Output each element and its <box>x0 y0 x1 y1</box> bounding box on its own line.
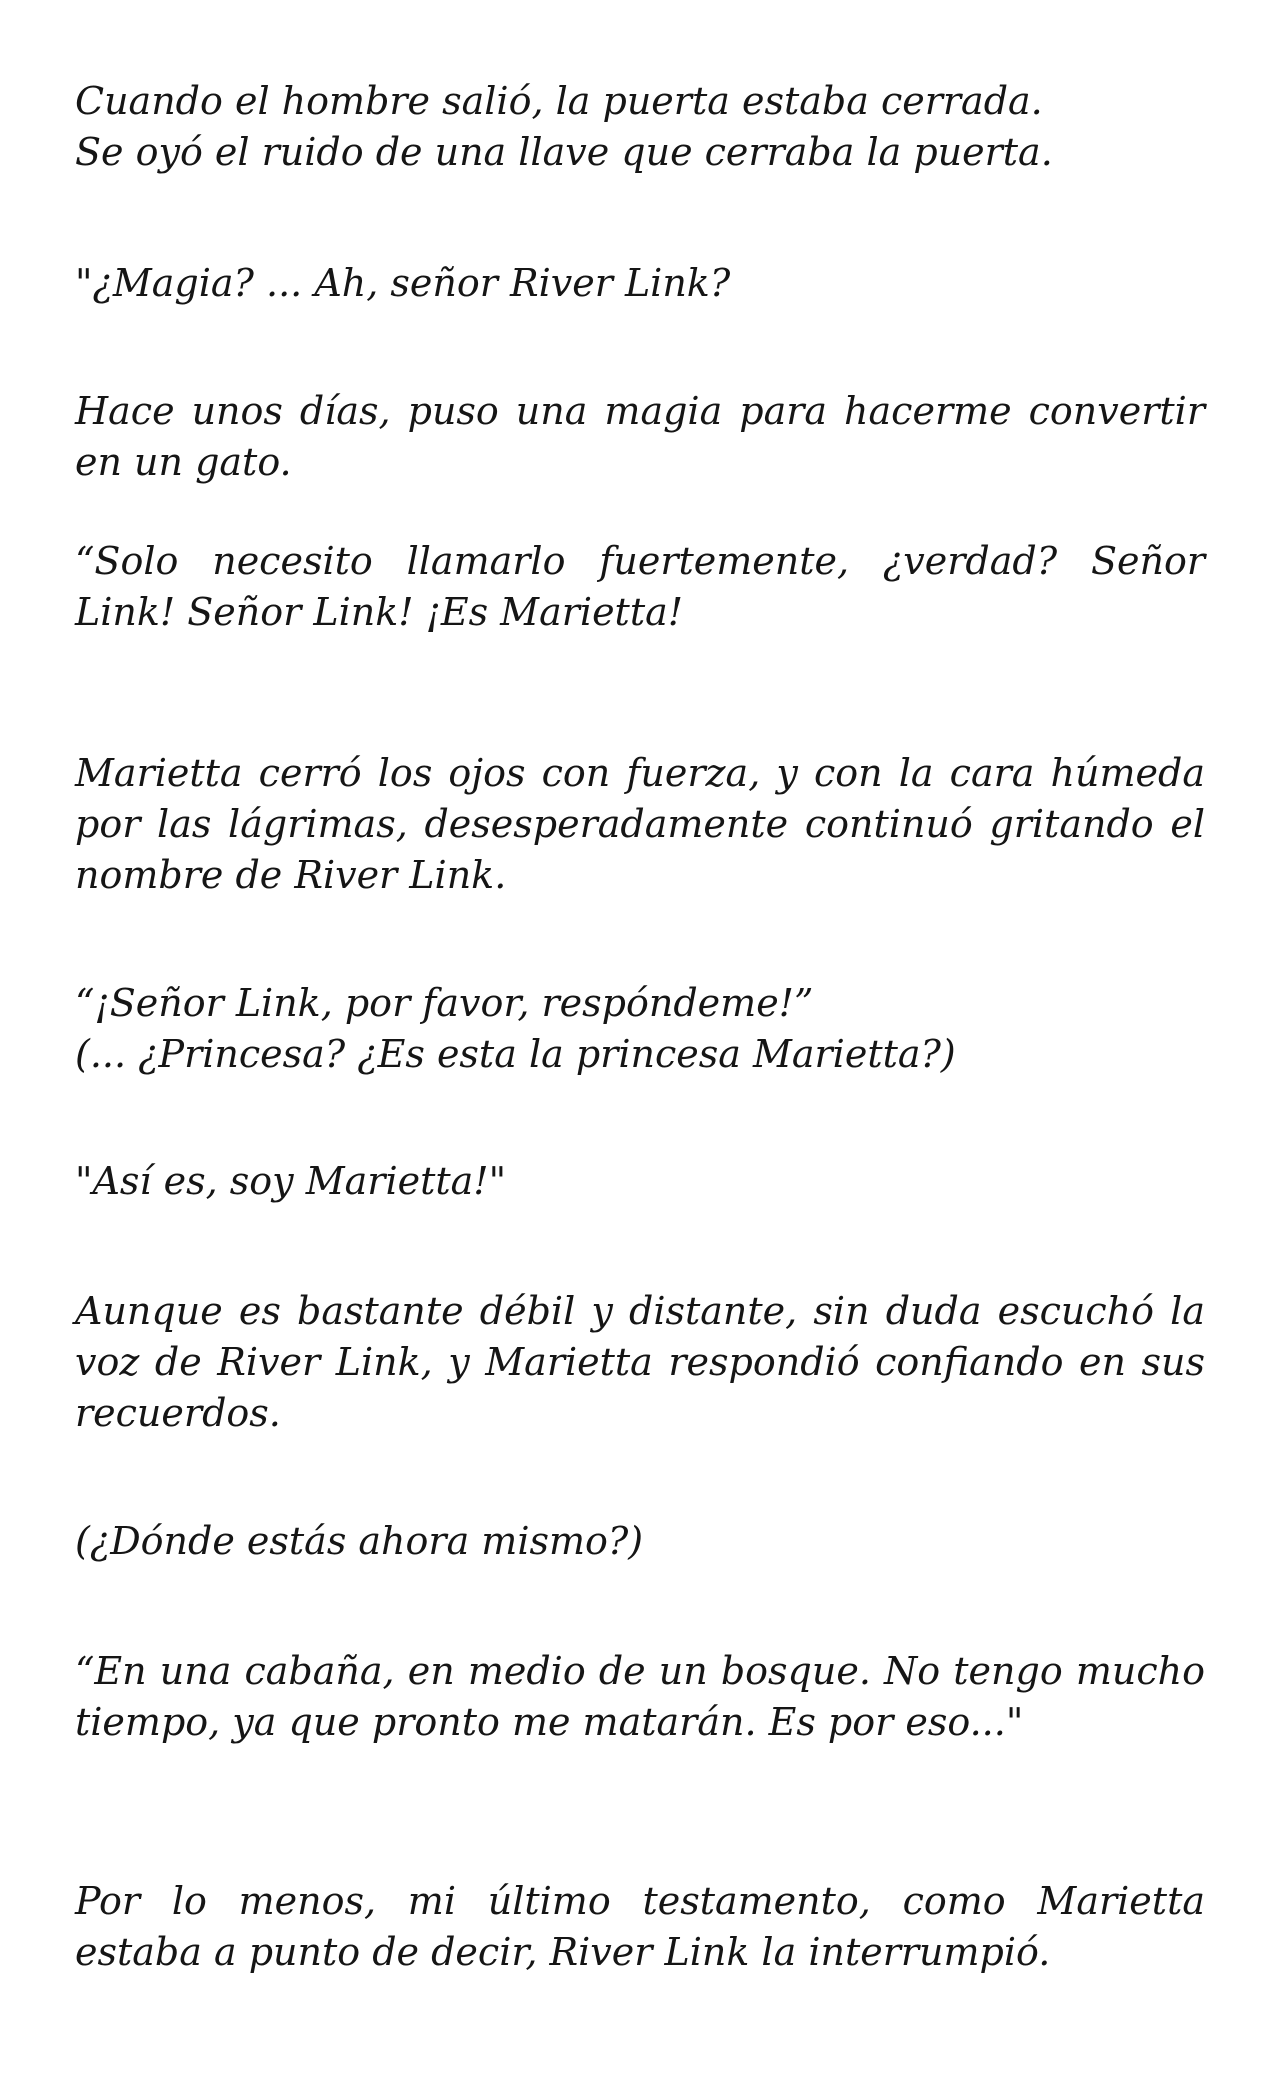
paragraph-7: "Así es, soy Marietta!" <box>75 1159 507 1203</box>
paragraph-4: “Solo necesito llamarlo fuertemente, ¿verdad? Señor Link! Señor Link! ¡Es Marietta! <box>75 539 1205 634</box>
paragraph-9: (¿Dónde estás ahora mismo?) <box>75 1519 644 1563</box>
paragraph-6: “¡Señor Link, por favor, respóndeme!” (... ¿Princesa? ¿Es esta la princesa Marietta?) <box>75 981 956 1076</box>
paragraph-3: Hace unos días, puso una magia para hacerme convertir en un gato. <box>75 389 1205 484</box>
paragraph-10: “En una cabaña, en medio de un bosque. No tengo mucho tiempo, ya que pronto me matarán. Es por eso..." <box>75 1649 1205 1744</box>
paragraph-2: "¿Magia? ... Ah, señor River Link? <box>75 261 731 305</box>
paragraph-8: Aunque es bastante débil y distante, sin duda escuchó la voz de River Link, y Marietta respondió confiando en sus recuerdos. <box>75 1289 1205 1435</box>
paragraph-1: Cuando el hombre salió, la puerta estaba cerrada. Se oyó el ruido de una llave que cerraba la puerta. <box>75 79 1053 174</box>
paragraph-5: Marietta cerró los ojos con fuerza, y con la cara húmeda por las lágrimas, desesperadamente continuó gritando el nombre de River Link. <box>75 751 1205 897</box>
paragraph-11: Por lo menos, mi último testamento, como Marietta estaba a punto de decir, River Link la interrumpió. <box>75 1879 1205 1974</box>
